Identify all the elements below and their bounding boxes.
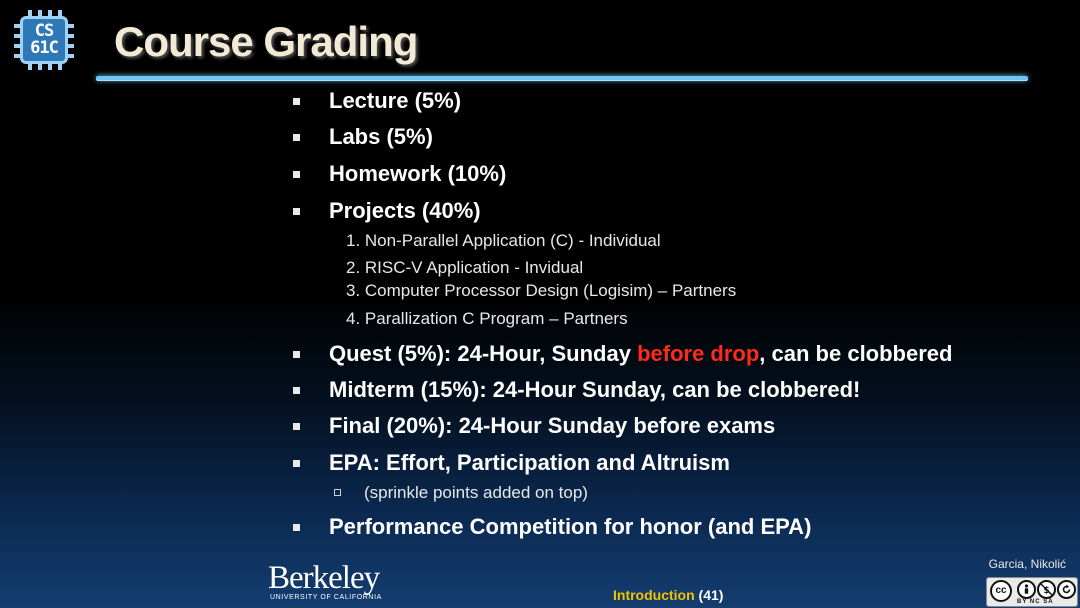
logo-line-2: 61C [30,38,58,58]
nc-icon [1037,580,1056,599]
project-item-4: 4. Parallization C Program – Partners [346,309,628,328]
bullet-lecture: Lecture (5%) [329,88,462,113]
quest-text-post: , can be clobbered [759,341,953,366]
bullet-homework: Homework (10%) [329,161,507,186]
quest-text-pre: Quest (5%): 24-Hour, Sunday [329,341,638,366]
bullet-midterm: Midterm (15%): 24-Hour Sunday, can be clobbered! [329,377,861,402]
quest-highlight: before drop [637,341,760,366]
sa-icon [1057,580,1076,599]
cc-license-badge [986,577,1078,607]
bullet-projects: Projects (40%) [329,198,481,223]
bullet-quest [329,341,952,367]
cc-icon: cc [990,580,1012,602]
epa-note: (sprinkle points added on top) [364,483,588,502]
footer-page-number: (41) [698,587,724,603]
bullet-final: Final (20%): 24-Hour Sunday before exams [329,413,776,438]
project-item-1: 1. Non-Parallel Application (C) - Individual [346,231,661,250]
berkeley-logo [268,562,382,601]
berkeley-subtitle: UNIVERSITY OF CALIFORNIA [270,594,382,601]
bullet-labs: Labs (5%) [329,124,433,149]
by-icon [1017,580,1036,599]
footer-authors: Garcia, Nikolić [988,557,1066,571]
cc-license-tags: BY NC SA [1017,599,1054,605]
bullet-epa: EPA: Effort, Participation and Altruism [329,450,730,475]
bullet-performance: Performance Competition for honor (and EPA) [329,514,812,539]
project-item-3: 3. Computer Processor Design (Logisim) – Partners [346,281,737,300]
berkeley-wordmark: Berkeley [268,560,380,596]
logo-line-1: CS [34,21,54,41]
footer-section-label [613,587,723,603]
slide-title: Course Grading [114,18,418,65]
project-item-2: 2. RISC-V Application - Invidual [346,258,584,277]
svg-text:$: $ [1043,586,1050,596]
footer-section: Introduction [613,587,695,603]
